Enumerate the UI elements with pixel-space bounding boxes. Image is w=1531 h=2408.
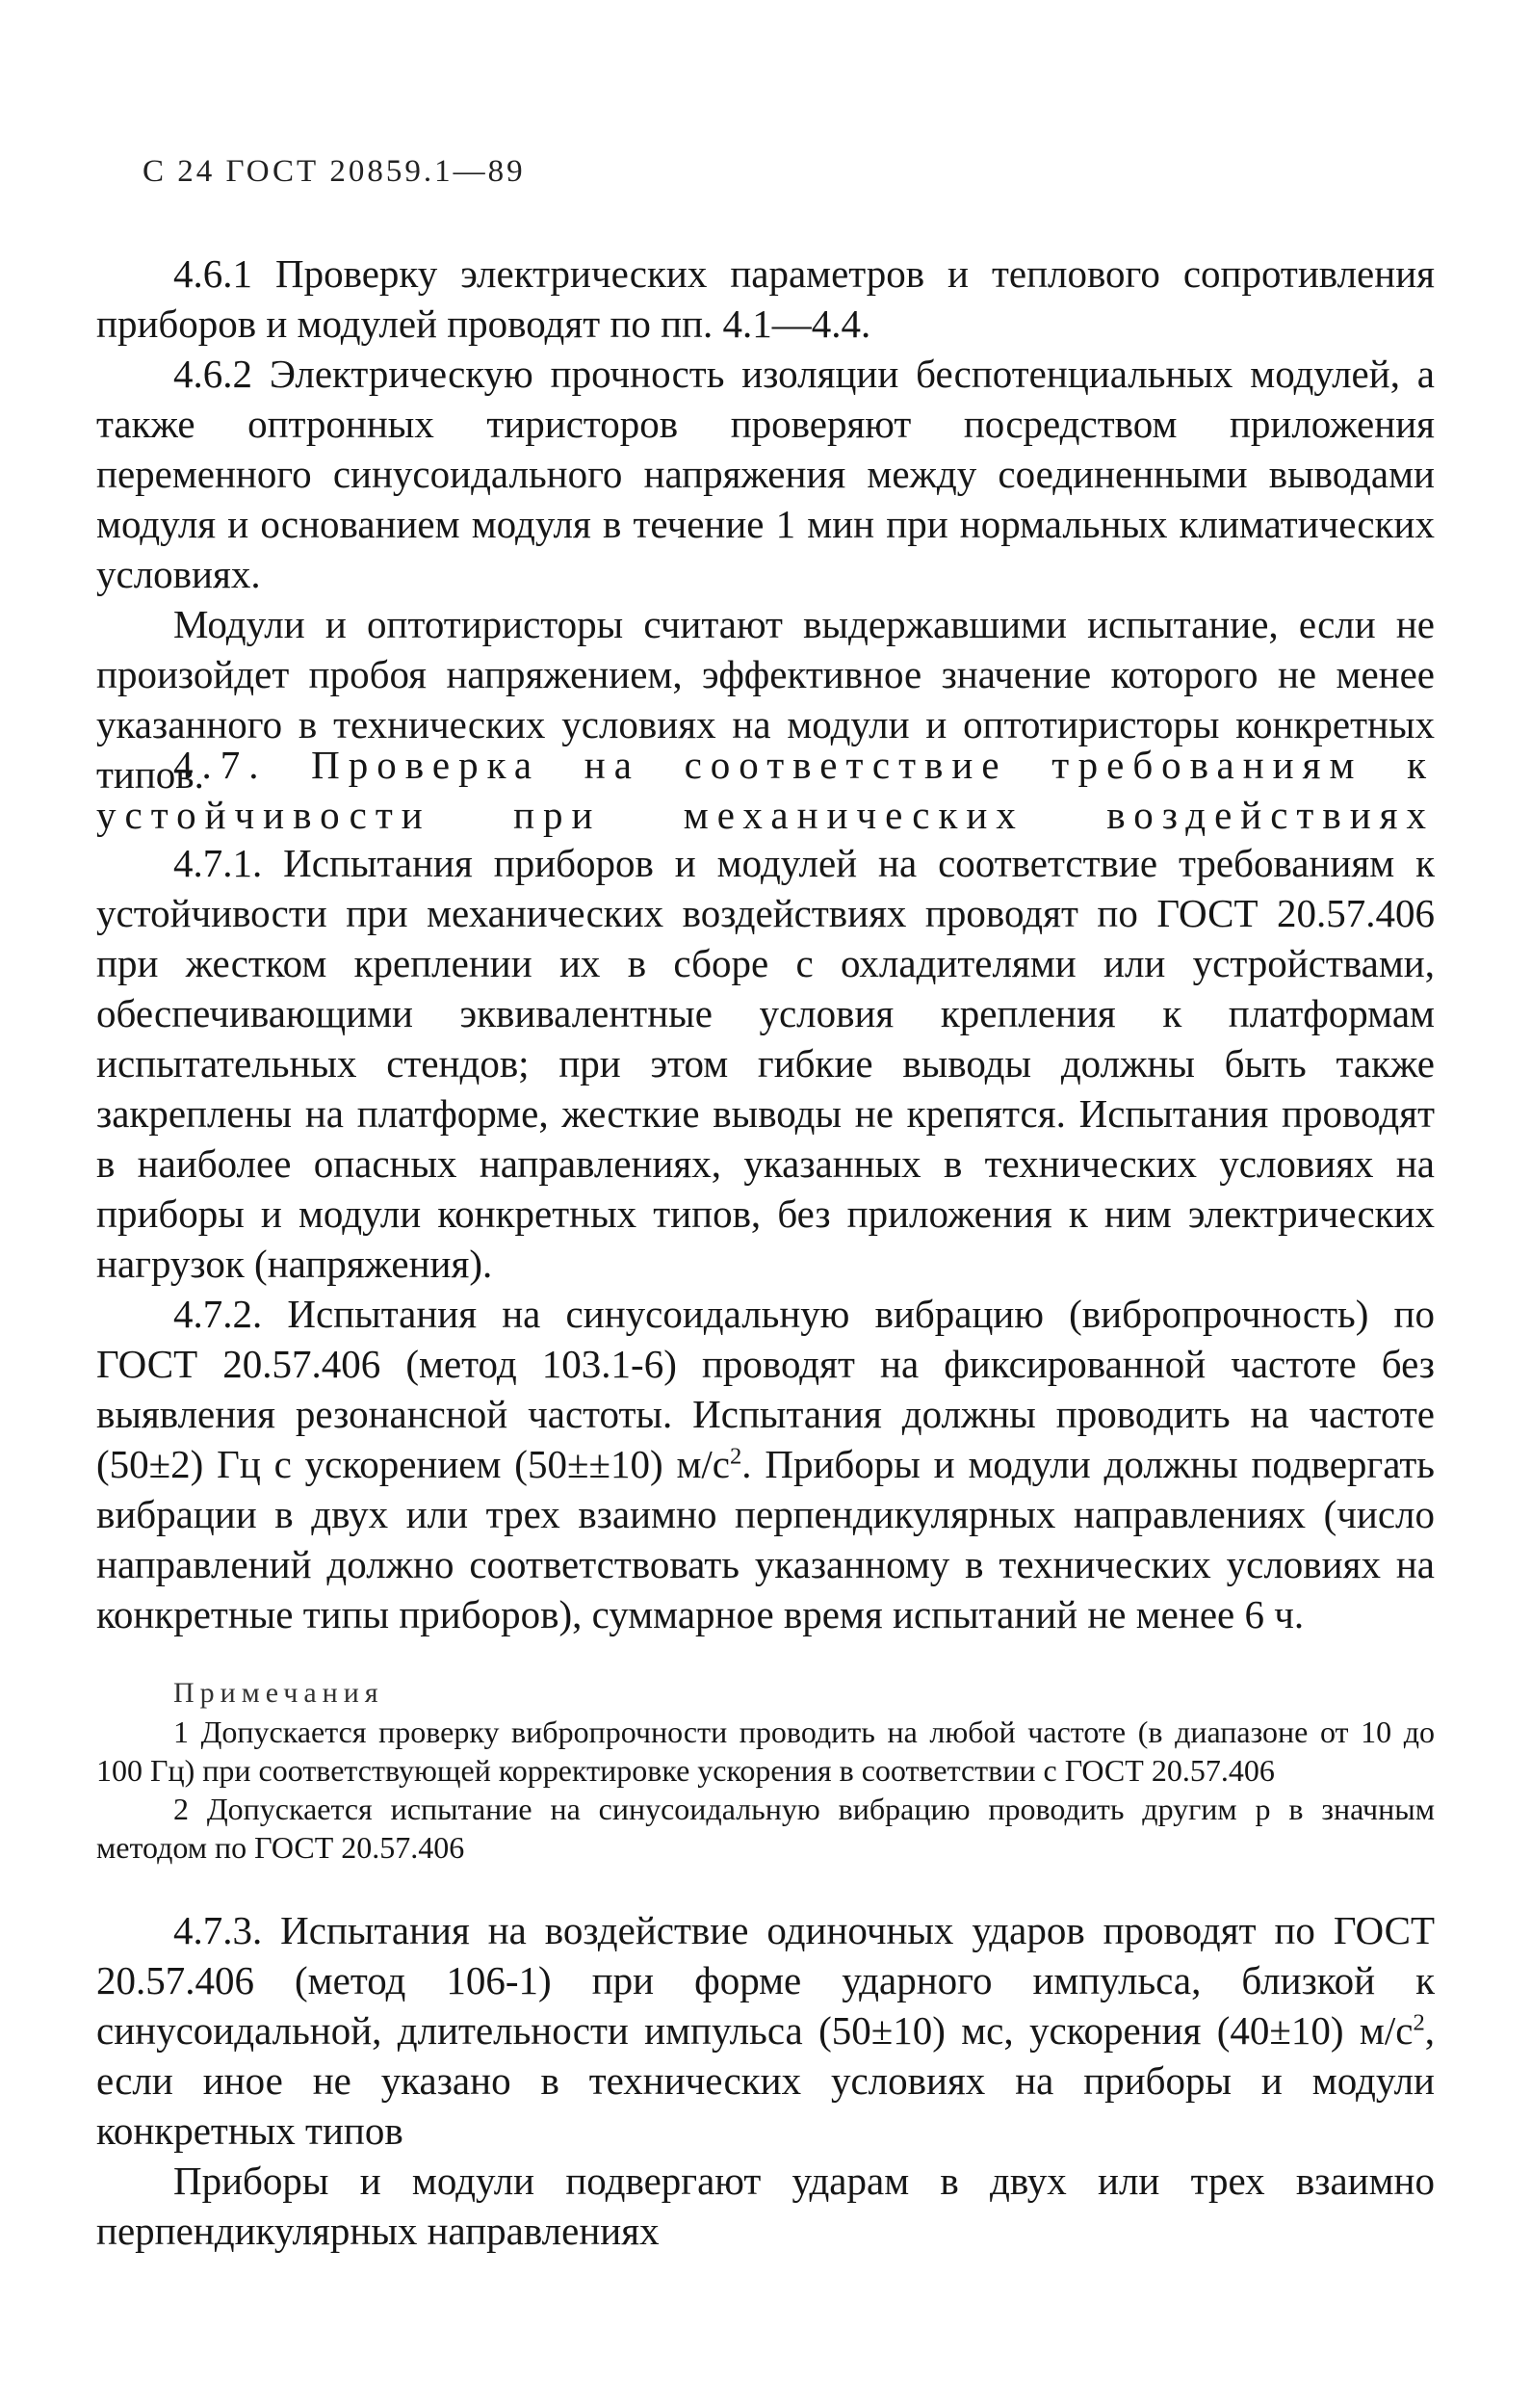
paragraph-4-7-1: 4.7.1. Испытания приборов и модулей на соответствие требованиям к устойчивости при механических воздействиях проводят по ГОСТ 20.57.406 при жестком креплении их в сборе с охладителями или устройствами, обеспечивающими эквивалентные условия крепления к платформам испытательных стендов; при этом гибкие выводы должны быть также закреплены на платформе, жесткие выводы не крепятся. Испытания проводят в наиболее опасных направлениях, указанных в технических условиях на приборы и модули конкретных типов, без приложения к ним электрических нагрузок (напряжения). [96, 841, 1435, 1286]
paragraph-4-7-3-text-b: , если иное не указано в технических условиях на приборы и модули конкретных типов [96, 2008, 1435, 2153]
note-2: 2 Допускается испытание на синусоидальную вибрацию проводить другим р в значным методом по ГОСТ 20.57.406 [96, 1792, 1435, 1865]
page-header: С 24 ГОСТ 20859.1—89 [143, 154, 526, 189]
notes-title: Примечания [173, 1677, 384, 1709]
paragraph-4-7-2 [96, 1289, 1435, 1639]
paragraph-4-7-2-text-a: 4.7.2. Испытания на синусоидальную вибрацию (вибропрочность) по ГОСТ 20.57.406 (метод 103.1-6) проводят на фиксированной частоте без выявления резонансной частоты. Испытания должны проводить на частоте (50±2) Гц с ускорением (50±±10) м/с [96, 1292, 1435, 1486]
superscript-2: 2 [729, 1443, 742, 1470]
superscript-2: 2 [1413, 2009, 1425, 2036]
paragraph-4-7-2-text-b: . Приборы и модули должны подвергать вибрации в двух или трех взаимно перпендикулярных направлениях (число направлений должно соответствовать указанному в технических условиях на конкретные типы приборов), суммарное время испытаний не менее 6 ч. [96, 1442, 1435, 1636]
section-4-6 [96, 249, 1435, 799]
section-title-line-1: 4.7. Проверка на соответствие требованиям к [173, 743, 1435, 787]
paragraph-4-7-3 [96, 1905, 1435, 2156]
section-4-7-3 [96, 1905, 1435, 2256]
paragraph-4-7-3-continued: Приборы и модули подвергают ударам в двух или трех взаимно перпендикулярных направлениях [96, 2159, 1435, 2253]
section-title-line-2: устойчивости при механических воздействиях [96, 793, 1435, 837]
section-4-7-title [96, 740, 1435, 840]
paragraph-4-6-2-continued: Модули и оптотиристоры считают выдержавшими испытание, если не произойдет пробоя напряжением, эффективное значение которого не менее указанного в технических условиях на модули и оптотиристоры конкретных типов. [96, 602, 1435, 797]
paragraph-4-6-1: 4.6.1 Проверку электрических параметров и теплового сопротивления приборов и модулей проводят по пп. 4.1—4.4. [96, 251, 1435, 346]
note-1: 1 Допускается проверку вибропрочности проводить на любой частоте (в диапазоне от 10 до 100 Гц) при соответствующей корректировке ускорения в соответствии с ГОСТ 20.57.406 [96, 1714, 1435, 1788]
paragraph-4-7-3-text-a: 4.7.3. Испытания на воздействие одиночных ударов проводят по ГОСТ 20.57.406 (метод 106-1) при форме ударного импульса, близкой к синусоидальной, длительности импульса (50±10) мс, ускорения (40±10) м/с [96, 1908, 1435, 2053]
section-4-7-body [96, 838, 1435, 1639]
notes-block [96, 1674, 1435, 1867]
paragraph-4-6-2: 4.6.2 Электрическую прочность изоляции беспотенциальных модулей, а также оптронных тиристоров проверяют посредством приложения переменного синусоидального напряжения между соединенными выводами модуля и основанием модуля в течение 1 мин при нормальных климатических условиях. [96, 352, 1435, 596]
